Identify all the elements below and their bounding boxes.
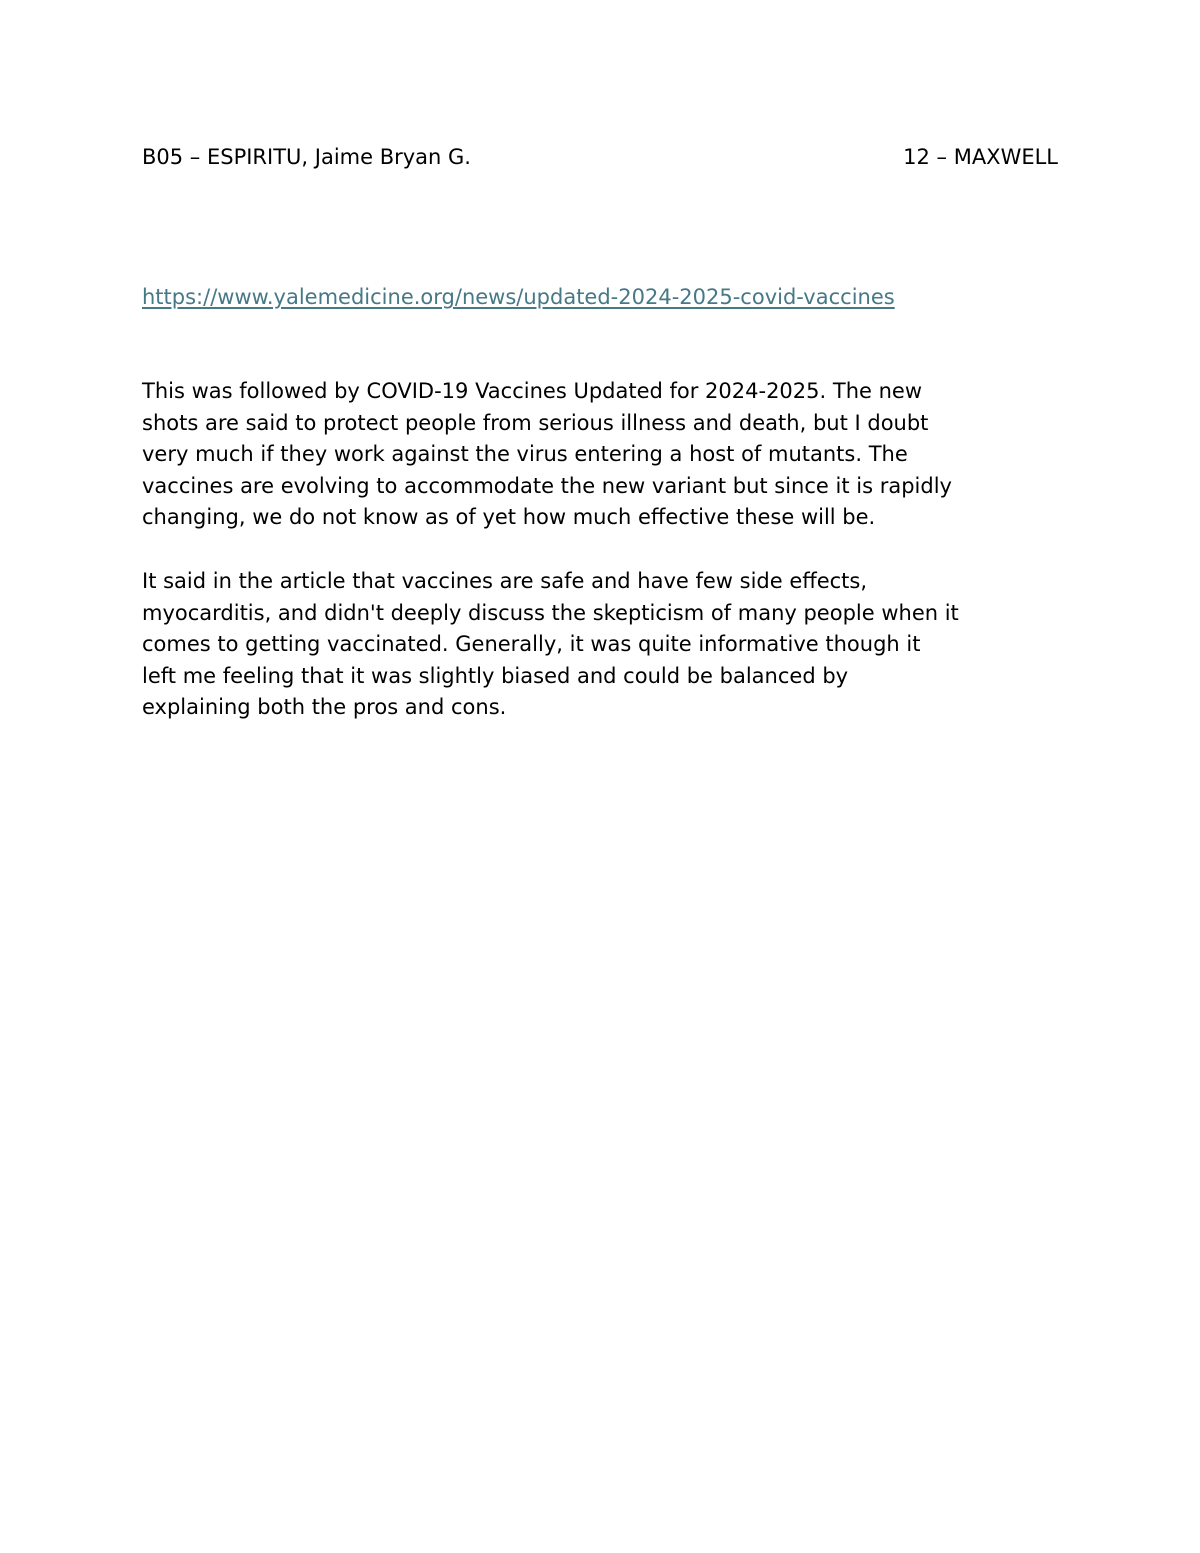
section-label: 12 – MAXWELL [903,145,1058,169]
paragraph-line: comes to getting vaccinated. Generally, it was quite informative though it [142,632,921,657]
paragraph-line: explaining both the pros and cons. [142,695,507,720]
paragraph-line: myocarditis, and didn't deeply discuss the skepticism of many people when it [142,600,959,625]
paragraph-line: It said in the article that vaccines are safe and have few side effects, [142,569,868,593]
paragraph-line: very much if they work against the virus entering a host of mutants. The [142,442,908,467]
paragraph-line: left me feeling that it was slightly biased and could be balanced by [142,663,849,688]
student-name: B05 – ESPIRITU, Jaime Bryan G. [142,145,471,169]
paragraph-line: changing, we do not know as of yet how much effective these will be. [142,505,876,530]
paragraph-evaluation [142,566,1072,724]
source-link[interactable]: https://www.yalemedicine.org/news/updated-2024-2025-covid-vaccines [142,285,895,309]
paragraph-summary [142,376,1072,534]
paragraph-line: shots are said to protect people from serious illness and death, but I doubt [142,410,929,435]
paragraph-line: vaccines are evolving to accommodate the new variant but since it is rapidly [142,473,952,498]
document-header [142,142,1058,172]
paragraph-line: This was followed by COVID-19 Vaccines Updated for 2024-2025. The new [142,379,923,403]
